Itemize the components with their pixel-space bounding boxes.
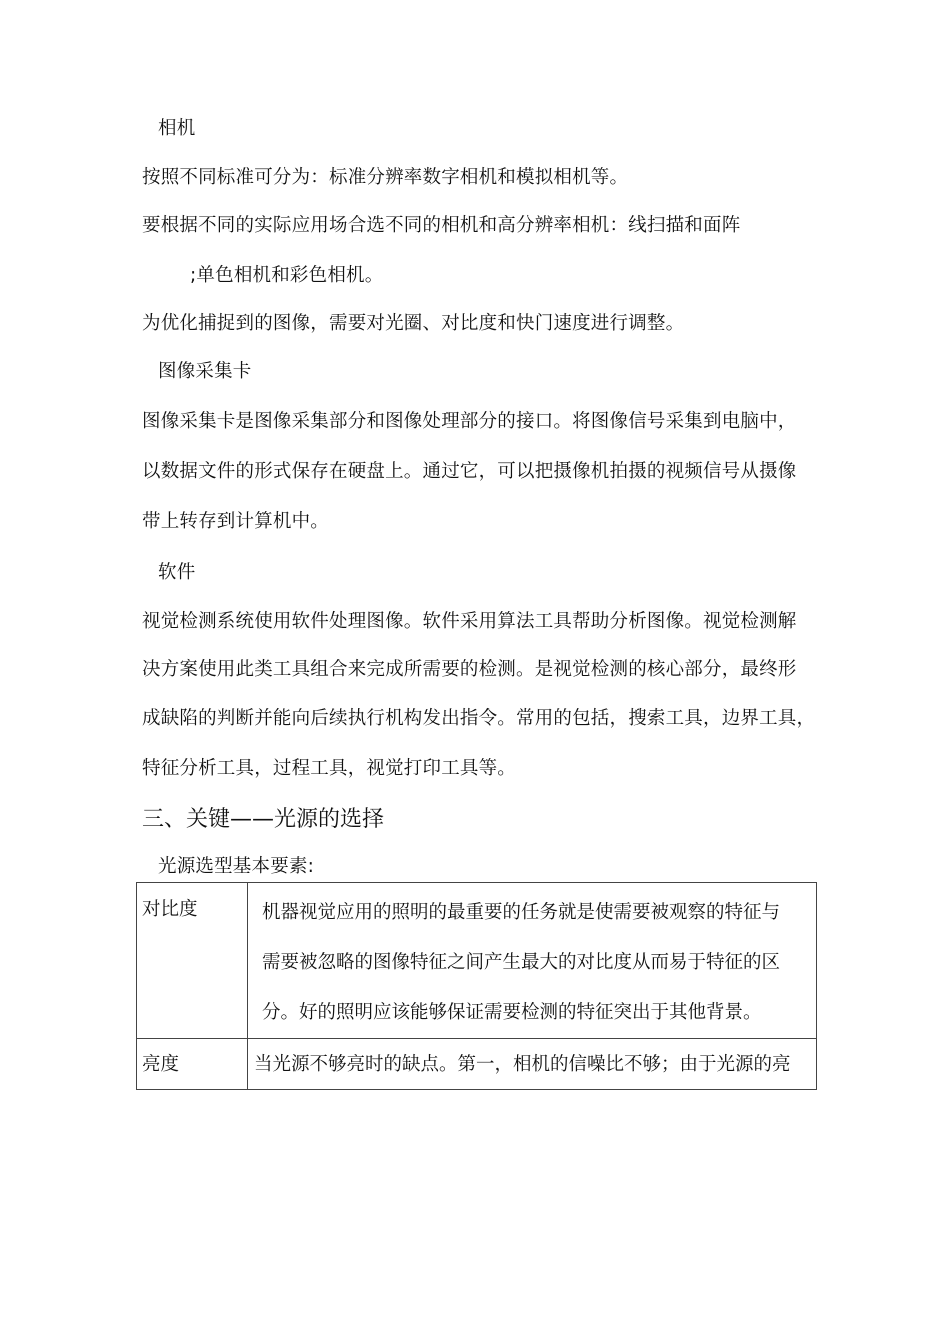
contrast-description-line: 分。好的照明应该能够保证需要检测的特征突出于其他背景。 bbox=[262, 1002, 762, 1023]
camera-section-title: 相机 bbox=[158, 118, 196, 139]
table-row bbox=[137, 1039, 817, 1090]
software-paragraph-line: 视觉检测系统使用软件处理图像。软件采用算法工具帮助分析图像。视觉检测解 bbox=[142, 611, 797, 632]
brightness-label: 亮度 bbox=[142, 1054, 180, 1075]
light-source-heading: 三、关键——光源的选择 bbox=[142, 807, 385, 832]
contrast-description-line: 机器视觉应用的照明的最重要的任务就是使需要被观察的特征与 bbox=[262, 902, 781, 923]
light-source-intro: 光源选型基本要素: bbox=[158, 856, 315, 877]
brightness-description-line: 当光源不够亮时的缺点。第一，相机的信噪比不够；由于光源的亮 bbox=[254, 1054, 791, 1075]
table-label-cell bbox=[137, 883, 248, 1039]
capture-card-paragraph-line: 以数据文件的形式保存在硬盘上。通过它，可以把摄像机拍摄的视频信号从摄像 bbox=[142, 461, 797, 482]
table-content-cell bbox=[248, 883, 817, 1039]
camera-paragraph-line: 为优化捕捉到的图像，需要对光圈、对比度和快门速度进行调整。 bbox=[142, 313, 685, 334]
table-content-cell bbox=[248, 1039, 817, 1090]
camera-paragraph-line: 按照不同标准可分为：标准分辨率数字相机和模拟相机等。 bbox=[142, 167, 629, 188]
contrast-label: 对比度 bbox=[142, 899, 198, 920]
table-row bbox=[137, 883, 817, 1039]
camera-paragraph-line: ;单色相机和彩色相机。 bbox=[190, 265, 384, 286]
capture-card-paragraph-line: 带上转存到计算机中。 bbox=[142, 511, 330, 532]
capture-card-paragraph-line: 图像采集卡是图像采集部分和图像处理部分的接口。将图像信号采集到电脑中， bbox=[142, 411, 797, 432]
software-paragraph-line: 特征分析工具，过程工具，视觉打印工具等。 bbox=[142, 758, 517, 779]
light-source-requirements-table bbox=[136, 882, 817, 1090]
contrast-description-line: 需要被忽略的图像特征之间产生最大的对比度从而易于特征的区 bbox=[262, 952, 781, 973]
camera-paragraph-line: 要根据不同的实际应用场合选不同的相机和高分辨率相机：线扫描和面阵 bbox=[142, 215, 741, 236]
capture-card-section-title: 图像采集卡 bbox=[158, 361, 252, 382]
software-section-title: 软件 bbox=[158, 562, 196, 583]
software-paragraph-line: 成缺陷的判断并能向后续执行机构发出指令。常用的包括，搜索工具，边界工具， bbox=[142, 708, 816, 729]
table-label-cell bbox=[137, 1039, 248, 1090]
software-paragraph-line: 决方案使用此类工具组合来完成所需要的检测。是视觉检测的核心部分，最终形 bbox=[142, 659, 797, 680]
